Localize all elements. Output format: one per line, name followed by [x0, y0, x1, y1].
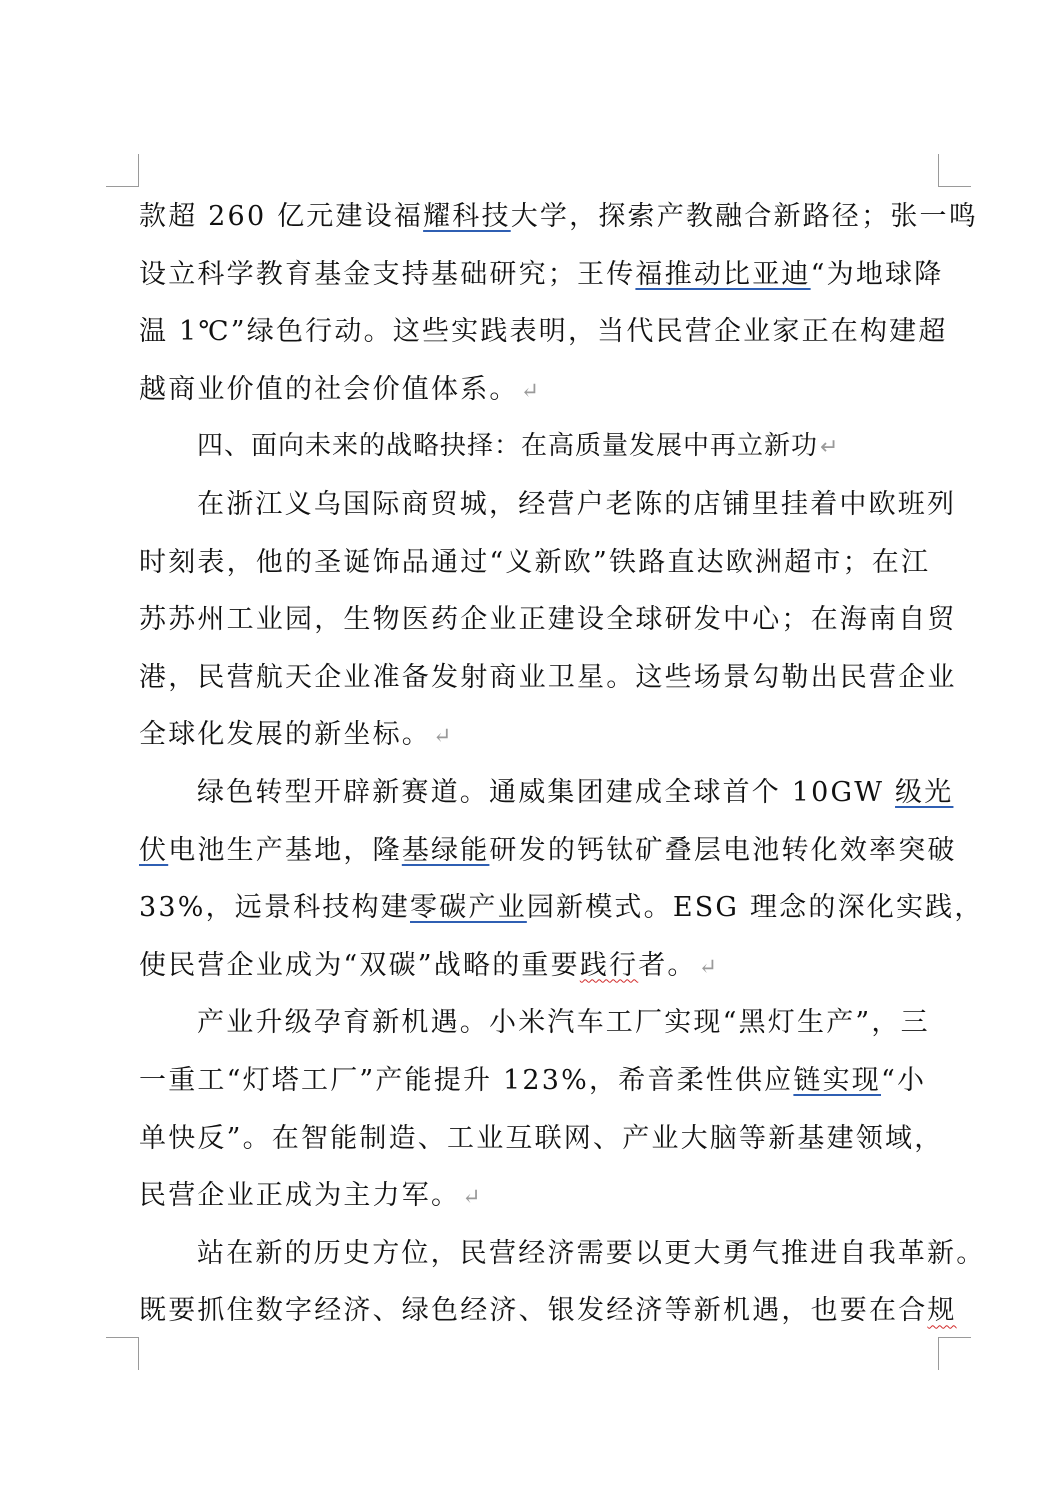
text-line: [139, 534, 939, 592]
text-run: “为地球降: [810, 258, 944, 290]
text-run: 在浙江义乌国际商贸城，经营户老陈的店铺里挂着中欧班列: [197, 488, 957, 520]
text-run: 时刻表，他的圣诞饰品通过“义新欧”铁路直达欧洲超市；在江: [139, 546, 931, 578]
text-line: [139, 994, 939, 1052]
text-line: [139, 764, 954, 822]
text-run: 研发的钙钛矿叠层电池转化效率突破: [489, 834, 957, 866]
text-run: 款超 260 亿元建设福: [139, 201, 424, 232]
crop-mark-top-right: [938, 154, 971, 187]
text-line: [139, 1052, 939, 1110]
document-body[interactable]: [139, 188, 986, 1340]
text-run: 港，民营航天企业准备发射商业卫星。这些场景勾勒出民营企业: [139, 661, 957, 693]
section-heading: [139, 418, 939, 476]
underlined-text: 基绿能: [401, 834, 490, 866]
text-line: [139, 476, 957, 534]
text-run: 绿色转型开辟新赛道。通威集团建成全球首个 10GW: [197, 776, 896, 808]
text-run: “小: [881, 1064, 927, 1096]
text-run: 33%，远景科技构建: [139, 892, 411, 924]
text-run: 苏苏州工业园，生物医药企业正建设全球研发中心；在海南自贸: [139, 604, 957, 636]
text-run: 四、面向未来的战略抉择：在高质量发展中再立新功: [197, 431, 819, 462]
underlined-text: 福推动比亚迪: [635, 258, 811, 290]
crop-mark-bottom-right: [938, 1337, 971, 1370]
underlined-text: 耀科技: [423, 201, 511, 232]
spellcheck-flagged-text: 践行: [579, 949, 639, 981]
text-run: 一重工“灯塔工厂”产能提升 123%，希音柔性供应: [139, 1064, 794, 1096]
text-line: [139, 1225, 986, 1283]
text-run: 全球化发展的新坐标。: [139, 719, 431, 751]
text-run: 使民营企业成为“双碳”战略的重要: [139, 949, 580, 981]
text-run: 设立科学教育基金支持基础研究；王传: [139, 258, 636, 290]
crop-mark-bottom-left: [106, 1337, 139, 1370]
text-run: 民营企业正成为主力军。: [139, 1180, 461, 1212]
text-line: [139, 246, 944, 304]
underlined-text: 零碳产业: [410, 892, 527, 924]
paragraph-mark-icon: ↵: [462, 1185, 481, 1211]
text-line: [139, 937, 939, 995]
text-line: [139, 706, 939, 764]
text-run: 电池生产基地，隆: [168, 834, 402, 866]
text-line: [139, 591, 957, 649]
text-line: [139, 303, 948, 361]
text-run: 越商业价值的社会价值体系。: [139, 373, 519, 405]
text-line: [139, 879, 984, 937]
text-run: 既要抓住数字经济、绿色经济、银发经济等新机遇，也要在合: [139, 1295, 928, 1327]
text-run: 者。: [638, 949, 697, 981]
text-line: [139, 1167, 939, 1225]
underlined-text: 链实现: [793, 1064, 881, 1096]
text-line: [139, 649, 957, 707]
text-run: 温 1℃”绿色行动。这些实践表明，当代民营企业家正在构建超: [139, 316, 948, 348]
text-run: 单快反”。在智能制造、工业互联网、产业大脑等新基建领域，: [139, 1122, 944, 1154]
spellcheck-flagged-text: 规: [927, 1295, 957, 1327]
underlined-text: 级光: [895, 776, 954, 808]
text-run: 园新模式。ESG 理念的深化实践，: [526, 892, 984, 924]
paragraph-mark-icon: ↵: [433, 724, 452, 750]
paragraph-mark-icon: ↵: [698, 954, 718, 980]
crop-mark-top-left: [106, 154, 139, 187]
underlined-text: 伏: [139, 834, 169, 866]
text-run: 站在新的历史方位，民营经济需要以更大勇气推进自我革新。: [197, 1237, 986, 1269]
text-run: 产业升级孕育新机遇。小米汽车工厂实现“黑灯生产”，三: [197, 1007, 930, 1039]
text-line: [139, 1282, 957, 1340]
text-run: 大学，探索产教融合新路径；张一鸣: [510, 201, 978, 232]
text-line: [139, 1110, 944, 1168]
paragraph-mark-icon: ↵: [520, 378, 540, 404]
paragraph-mark-icon: ↵: [820, 435, 839, 461]
text-line: [139, 822, 957, 880]
text-line: [139, 361, 939, 419]
text-line: [139, 188, 978, 246]
